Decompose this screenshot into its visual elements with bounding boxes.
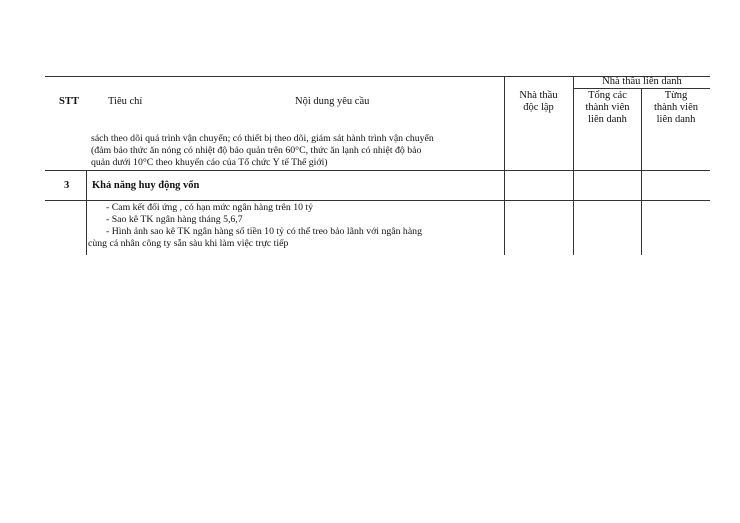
header-independent-line: độc lập: [523, 102, 554, 113]
header-independent-bidder: [505, 90, 572, 114]
row3-criteria: Khả năng huy động vốn: [92, 180, 200, 191]
header-each-line: liên danh: [656, 114, 696, 125]
header-total-line: Tổng các: [588, 90, 627, 101]
detail-list-item: - Sao kê TK ngân hàng tháng 5,6,7: [106, 214, 243, 225]
header-requirements: Nội dung yêu cầu: [295, 96, 370, 107]
header-stt: STT: [59, 96, 79, 107]
header-joint-venture: Nhà thầu liên danh: [602, 76, 682, 87]
header-total-members: [574, 90, 641, 126]
header-total-line: liên danh: [588, 114, 627, 125]
header-total-line: thành viên: [585, 102, 630, 113]
detail-continuation: cùng cá nhân công ty sẵn sàu khi làm việc trực tiếp: [88, 238, 289, 249]
row-divider: [45, 200, 710, 201]
continued-row-line: (đảm bảo thức ăn nóng có nhiệt độ bảo quản trên 60°C, thức ăn lạnh có nhiệt độ bảo: [91, 145, 422, 156]
detail-list-item: - Cam kết đối ứng , có hạn mức ngân hàng trên 10 tỷ: [106, 202, 314, 213]
continued-row-line: sách theo dõi quá trình vận chuyển; có thiết bị theo dõi, giám sát hành trình vận chuyển: [91, 133, 434, 144]
header-independent-line: Nhà thầu: [519, 90, 558, 101]
row3-stt: 3: [64, 180, 70, 191]
detail-list-item: - Hình ảnh sao kê TK ngân hàng số tiền 10 tỷ có thể treo bảo lãnh với ngân hàng: [106, 226, 422, 237]
row-divider: [45, 170, 710, 171]
header-criteria: Tiêu chí: [108, 96, 143, 107]
continued-row-line: quản dưới 10°C theo khuyến cáo của Tổ chức Y tế Thế giới): [91, 157, 328, 168]
column-divider: [86, 200, 87, 255]
header-each-member: [642, 90, 710, 126]
header-each-line: Từng: [664, 90, 688, 101]
header-each-line: thành viên: [653, 102, 699, 113]
column-divider: [86, 170, 87, 200]
